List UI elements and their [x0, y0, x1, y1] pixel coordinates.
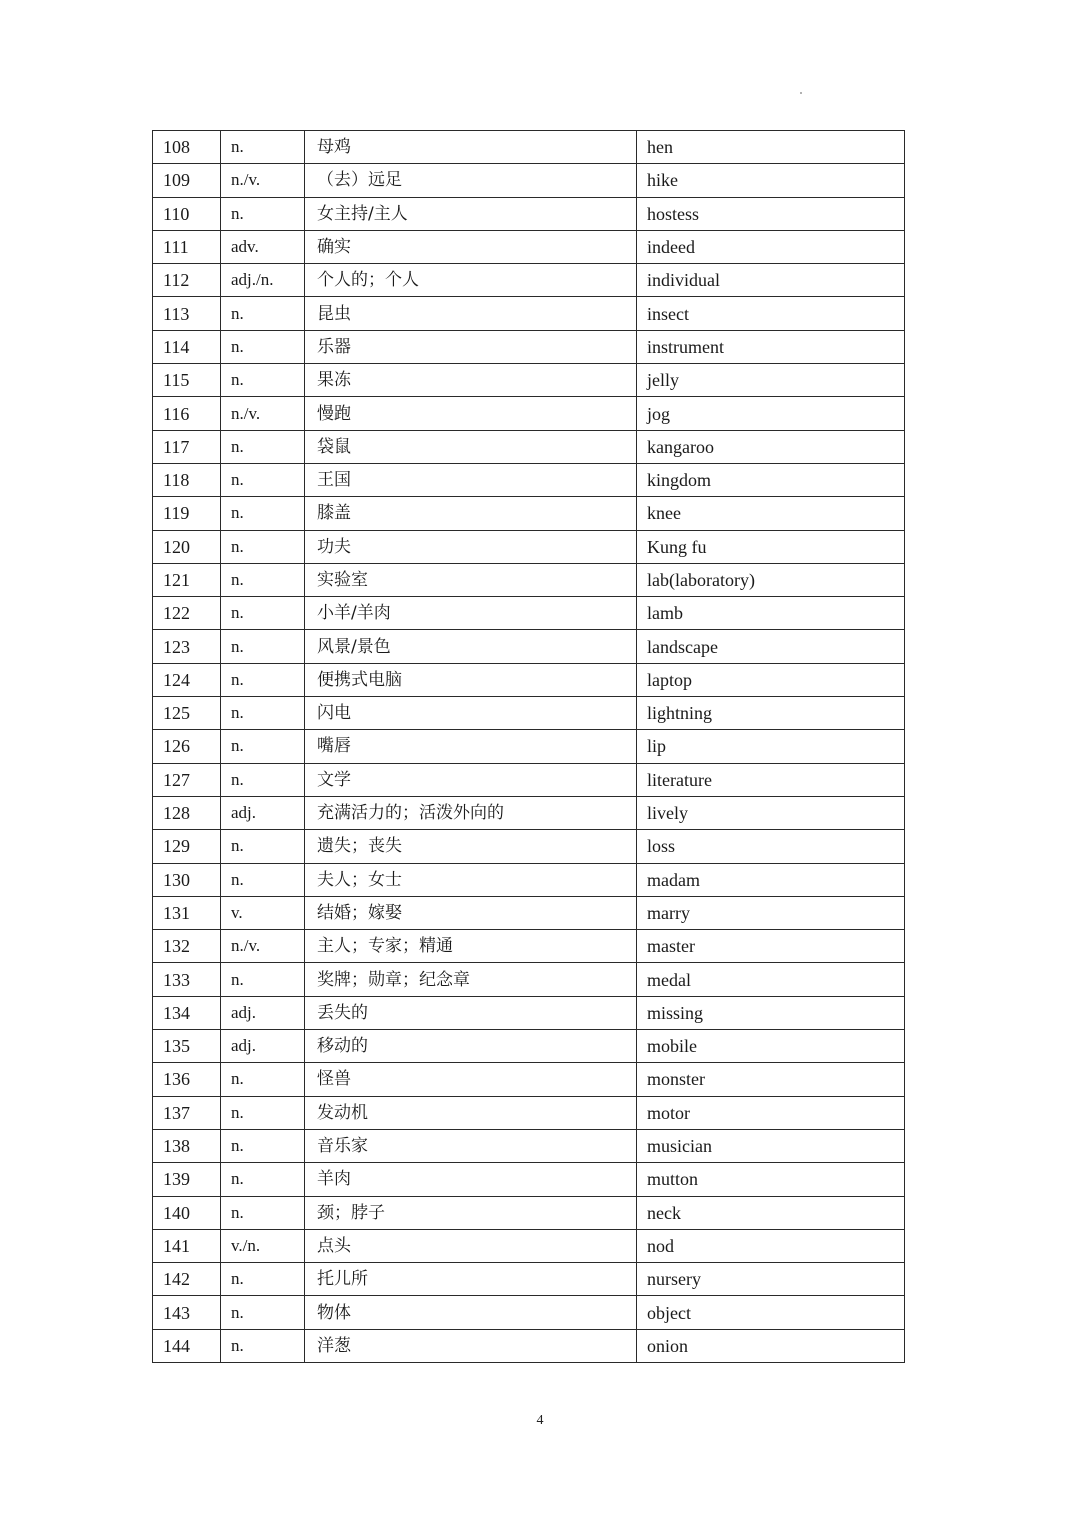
part-of-speech: n.	[221, 131, 305, 164]
entry-number: 144	[153, 1329, 221, 1362]
part-of-speech: n.	[221, 630, 305, 663]
chinese-meaning: 移动的	[305, 1030, 637, 1063]
entry-number: 117	[153, 430, 221, 463]
chinese-meaning: 遗失；丧失	[305, 830, 637, 863]
table-row	[153, 1096, 905, 1129]
part-of-speech: n.	[221, 497, 305, 530]
table-row	[153, 863, 905, 896]
chinese-meaning: 果冻	[305, 364, 637, 397]
part-of-speech: v./n.	[221, 1229, 305, 1262]
english-word: marry	[637, 896, 905, 929]
entry-number: 132	[153, 930, 221, 963]
table-row	[153, 630, 905, 663]
entry-number: 125	[153, 697, 221, 730]
english-word: mobile	[637, 1030, 905, 1063]
vocabulary-table	[152, 130, 905, 1363]
english-word: loss	[637, 830, 905, 863]
table-row	[153, 1163, 905, 1196]
table-row	[153, 1129, 905, 1162]
part-of-speech: n.	[221, 1163, 305, 1196]
table-row	[153, 730, 905, 763]
part-of-speech: n./v.	[221, 930, 305, 963]
chinese-meaning: 托儿所	[305, 1263, 637, 1296]
part-of-speech: n.	[221, 663, 305, 696]
table-row	[153, 1196, 905, 1229]
english-word: lip	[637, 730, 905, 763]
table-row	[153, 663, 905, 696]
chinese-meaning: 母鸡	[305, 131, 637, 164]
part-of-speech: n.	[221, 1129, 305, 1162]
table-row	[153, 330, 905, 363]
entry-number: 140	[153, 1196, 221, 1229]
entry-number: 141	[153, 1229, 221, 1262]
english-word: instrument	[637, 330, 905, 363]
chinese-meaning: 膝盖	[305, 497, 637, 530]
entry-number: 136	[153, 1063, 221, 1096]
table-row	[153, 364, 905, 397]
chinese-meaning: 个人的；个人	[305, 264, 637, 297]
table-row	[153, 996, 905, 1029]
english-word: master	[637, 930, 905, 963]
table-row	[153, 1296, 905, 1329]
part-of-speech: n.	[221, 597, 305, 630]
entry-number: 110	[153, 197, 221, 230]
english-word: hike	[637, 164, 905, 197]
english-word: laptop	[637, 663, 905, 696]
part-of-speech: n.	[221, 297, 305, 330]
chinese-meaning: 闪电	[305, 697, 637, 730]
entry-number: 124	[153, 663, 221, 696]
english-word: individual	[637, 264, 905, 297]
part-of-speech: n.	[221, 1196, 305, 1229]
entry-number: 127	[153, 763, 221, 796]
part-of-speech: n.	[221, 763, 305, 796]
english-word: jog	[637, 397, 905, 430]
english-word: lamb	[637, 597, 905, 630]
table-row	[153, 131, 905, 164]
chinese-meaning: 确实	[305, 230, 637, 263]
entry-number: 118	[153, 463, 221, 496]
part-of-speech: n.	[221, 1329, 305, 1362]
chinese-meaning: 慢跑	[305, 397, 637, 430]
english-word: nursery	[637, 1263, 905, 1296]
table-row	[153, 1329, 905, 1362]
part-of-speech: n.	[221, 1263, 305, 1296]
part-of-speech: n.	[221, 1096, 305, 1129]
chinese-meaning: 夫人；女士	[305, 863, 637, 896]
table-row	[153, 697, 905, 730]
english-word: knee	[637, 497, 905, 530]
part-of-speech: n.	[221, 430, 305, 463]
chinese-meaning: 羊肉	[305, 1163, 637, 1196]
english-word: jelly	[637, 364, 905, 397]
chinese-meaning: 王国	[305, 463, 637, 496]
table-row	[153, 297, 905, 330]
chinese-meaning: 奖牌；勋章；纪念章	[305, 963, 637, 996]
part-of-speech: n.	[221, 197, 305, 230]
entry-number: 111	[153, 230, 221, 263]
english-word: madam	[637, 863, 905, 896]
part-of-speech: n.	[221, 563, 305, 596]
part-of-speech: n.	[221, 730, 305, 763]
english-word: insect	[637, 297, 905, 330]
entry-number: 109	[153, 164, 221, 197]
table-row	[153, 763, 905, 796]
table-row	[153, 796, 905, 829]
entry-number: 121	[153, 563, 221, 596]
chinese-meaning: 实验室	[305, 563, 637, 596]
english-word: motor	[637, 1096, 905, 1129]
entry-number: 119	[153, 497, 221, 530]
part-of-speech: n.	[221, 963, 305, 996]
entry-number: 114	[153, 330, 221, 363]
chinese-meaning: 点头	[305, 1229, 637, 1262]
vocabulary-table-body	[153, 131, 905, 1363]
entry-number: 129	[153, 830, 221, 863]
chinese-meaning: 洋葱	[305, 1329, 637, 1362]
english-word: kingdom	[637, 463, 905, 496]
english-word: medal	[637, 963, 905, 996]
chinese-meaning: 颈；脖子	[305, 1196, 637, 1229]
table-row	[153, 1063, 905, 1096]
table-row	[153, 930, 905, 963]
english-word: missing	[637, 996, 905, 1029]
english-word: lively	[637, 796, 905, 829]
entry-number: 122	[153, 597, 221, 630]
chinese-meaning: 充满活力的；活泼外向的	[305, 796, 637, 829]
corner-mark	[800, 92, 802, 94]
entry-number: 108	[153, 131, 221, 164]
table-row	[153, 430, 905, 463]
entry-number: 135	[153, 1030, 221, 1063]
entry-number: 130	[153, 863, 221, 896]
table-row	[153, 1229, 905, 1262]
part-of-speech: n.	[221, 463, 305, 496]
english-word: Kung fu	[637, 530, 905, 563]
english-word: hen	[637, 131, 905, 164]
english-word: object	[637, 1296, 905, 1329]
english-word: mutton	[637, 1163, 905, 1196]
entry-number: 123	[153, 630, 221, 663]
chinese-meaning: 女主持/主人	[305, 197, 637, 230]
table-row	[153, 563, 905, 596]
entry-number: 133	[153, 963, 221, 996]
chinese-meaning: 结婚；嫁娶	[305, 896, 637, 929]
english-word: literature	[637, 763, 905, 796]
part-of-speech: n./v.	[221, 397, 305, 430]
chinese-meaning: 物体	[305, 1296, 637, 1329]
page-number: 4	[536, 1413, 544, 1428]
table-row	[153, 497, 905, 530]
part-of-speech: n.	[221, 364, 305, 397]
part-of-speech: adj.	[221, 796, 305, 829]
part-of-speech: n./v.	[221, 164, 305, 197]
part-of-speech: n.	[221, 1063, 305, 1096]
table-row	[153, 463, 905, 496]
entry-number: 112	[153, 264, 221, 297]
english-word: indeed	[637, 230, 905, 263]
part-of-speech: v.	[221, 896, 305, 929]
table-row	[153, 164, 905, 197]
part-of-speech: n.	[221, 1296, 305, 1329]
part-of-speech: n.	[221, 863, 305, 896]
part-of-speech: n.	[221, 697, 305, 730]
entry-number: 115	[153, 364, 221, 397]
english-word: nod	[637, 1229, 905, 1262]
entry-number: 143	[153, 1296, 221, 1329]
entry-number: 120	[153, 530, 221, 563]
english-word: onion	[637, 1329, 905, 1362]
table-row	[153, 1030, 905, 1063]
chinese-meaning: 文学	[305, 763, 637, 796]
entry-number: 128	[153, 796, 221, 829]
part-of-speech: n.	[221, 330, 305, 363]
chinese-meaning: 发动机	[305, 1096, 637, 1129]
entry-number: 139	[153, 1163, 221, 1196]
table-row	[153, 830, 905, 863]
table-row	[153, 530, 905, 563]
entry-number: 137	[153, 1096, 221, 1129]
chinese-meaning: 袋鼠	[305, 430, 637, 463]
entry-number: 138	[153, 1129, 221, 1162]
table-row	[153, 264, 905, 297]
chinese-meaning: 昆虫	[305, 297, 637, 330]
english-word: hostess	[637, 197, 905, 230]
english-word: monster	[637, 1063, 905, 1096]
entry-number: 116	[153, 397, 221, 430]
part-of-speech: adj.	[221, 996, 305, 1029]
chinese-meaning: 嘴唇	[305, 730, 637, 763]
english-word: musician	[637, 1129, 905, 1162]
chinese-meaning: 风景/景色	[305, 630, 637, 663]
chinese-meaning: （去）远足	[305, 164, 637, 197]
chinese-meaning: 音乐家	[305, 1129, 637, 1162]
entry-number: 131	[153, 896, 221, 929]
chinese-meaning: 乐器	[305, 330, 637, 363]
entry-number: 126	[153, 730, 221, 763]
table-row	[153, 597, 905, 630]
table-row	[153, 397, 905, 430]
part-of-speech: adj.	[221, 1030, 305, 1063]
chinese-meaning: 小羊/羊肉	[305, 597, 637, 630]
entry-number: 142	[153, 1263, 221, 1296]
part-of-speech: n.	[221, 530, 305, 563]
chinese-meaning: 功夫	[305, 530, 637, 563]
chinese-meaning: 丢失的	[305, 996, 637, 1029]
entry-number: 113	[153, 297, 221, 330]
part-of-speech: adv.	[221, 230, 305, 263]
table-row	[153, 1263, 905, 1296]
part-of-speech: n.	[221, 830, 305, 863]
chinese-meaning: 怪兽	[305, 1063, 637, 1096]
english-word: lab(laboratory)	[637, 563, 905, 596]
english-word: neck	[637, 1196, 905, 1229]
chinese-meaning: 主人；专家；精通	[305, 930, 637, 963]
table-row	[153, 230, 905, 263]
entry-number: 134	[153, 996, 221, 1029]
english-word: landscape	[637, 630, 905, 663]
english-word: kangaroo	[637, 430, 905, 463]
table-row	[153, 197, 905, 230]
table-row	[153, 963, 905, 996]
chinese-meaning: 便携式电脑	[305, 663, 637, 696]
table-row	[153, 896, 905, 929]
english-word: lightning	[637, 697, 905, 730]
part-of-speech: adj./n.	[221, 264, 305, 297]
